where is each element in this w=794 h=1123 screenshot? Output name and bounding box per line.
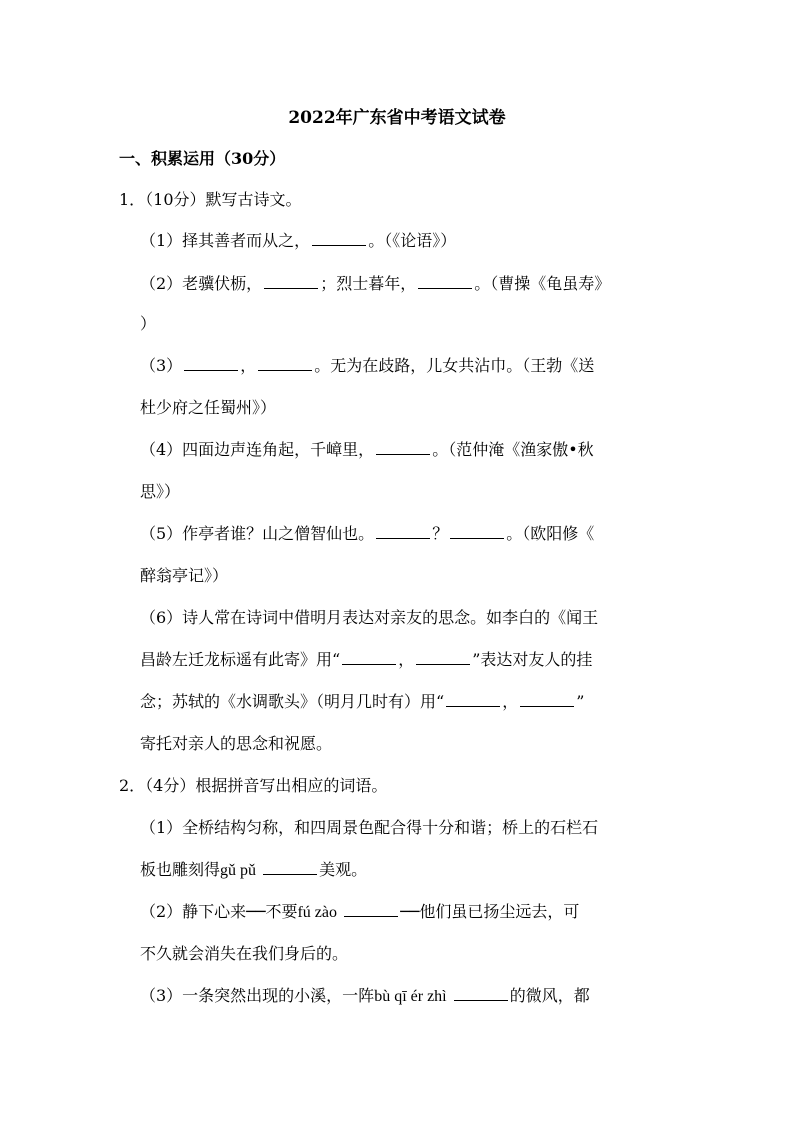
answer-blank (263, 859, 317, 875)
q1-item-4: （4）四面边声连角起，千嶂里， 。（范仲淹《渔家傲•秋 (140, 440, 594, 459)
q1-item-6-line3: 念；苏轼的《水调歌头》（明月几时有）用“ ， ” (140, 692, 585, 711)
q1-item-3-cont: 杜少府之任蜀州》） (140, 398, 277, 417)
answer-blank (446, 691, 500, 707)
q1-item-2-cont: ） (140, 314, 157, 333)
answer-blank (342, 649, 396, 665)
q1-item-2: （2）老骥伏枥， ；烈士暮年， 。（曹操《龟虽寿》 (140, 274, 611, 293)
answer-blank (264, 273, 318, 289)
q1-item-5: （5）作亭者谁？山之僧智仙也。 ？ 。（欧阳修《 (140, 524, 595, 543)
q1-item-6: （6）诗人常在诗词中借明月表达对亲友的思念。如李白的《闻王 (140, 608, 599, 627)
q1-item-6-line4: 寄托对亲人的思念和祝愿。 (140, 734, 333, 753)
answer-blank (376, 523, 430, 539)
q1-item-4-cont: 思》） (140, 482, 181, 501)
question-1-stem: 1．（10分）默写古诗文。 (119, 190, 302, 209)
q2-item-2-cont: 不久就会消失在我们身后的。 (140, 944, 349, 963)
answer-blank (258, 355, 312, 371)
pinyin-text: gǔ pǔ (220, 862, 257, 879)
answer-blank (312, 230, 366, 246)
q2-item-3: （3）一条突然出现的小溪，一阵bù qī ér zhì 的微风，都 (140, 986, 590, 1005)
page-title: 2022年广东省中考语文试卷 (288, 108, 506, 128)
q1-item-1: （1）择其善者而从之， 。（《论语》） (140, 231, 457, 250)
answer-blank (344, 901, 398, 917)
answer-blank (376, 439, 430, 455)
answer-blank (184, 355, 238, 371)
q2-item-1: （1）全桥结构匀称，和四周景色配合得十分和谐；桥上的石栏石 (140, 818, 599, 837)
answer-blank (418, 273, 472, 289)
answer-blank (520, 691, 574, 707)
answer-blank (416, 649, 470, 665)
q2-item-1-cont: 板也雕刻得gǔ pǔ 美观。 (140, 860, 368, 879)
q1-item-6-line2: 昌龄左迁龙标遥有此寄》用“ ， ”表达对友人的挂 (140, 650, 593, 669)
answer-blank (450, 523, 504, 539)
q1-item-5-cont: 醉翁亭记》） (140, 566, 229, 585)
q2-item-2: （2）静下心来──不要fú zào ──他们虽已扬尘远去，可 (140, 902, 580, 921)
pinyin-text: fú zào (297, 904, 337, 921)
answer-blank (454, 985, 508, 1001)
question-2-stem: 2．（4分）根据拼音写出相应的词语。 (119, 776, 388, 795)
q1-item-3: （3） ， 。无为在歧路，儿女共沾巾。（王勃《送 (140, 356, 595, 375)
section-heading: 一、积累运用（30分） (119, 149, 286, 168)
pinyin-text: bù qī ér zhì (374, 988, 447, 1005)
